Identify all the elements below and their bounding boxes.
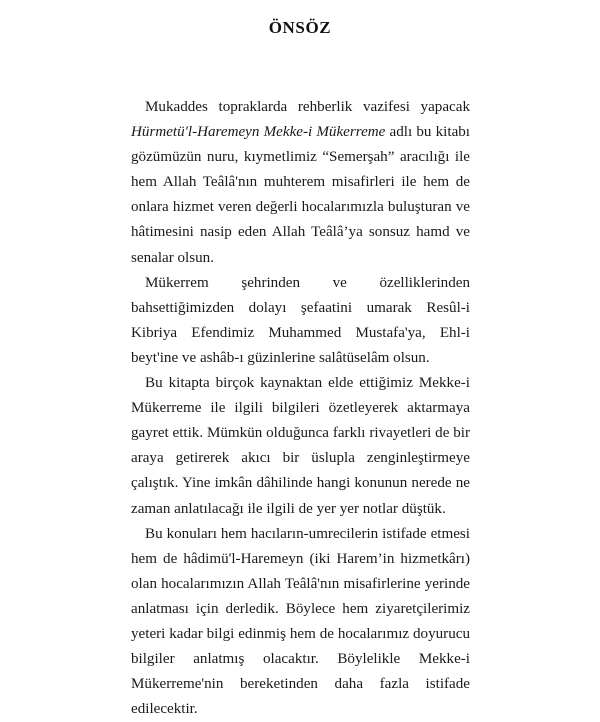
paragraph-4: Bu konuları hem hacıların-umrecilerin istifade etmesi hem de hâdimü'l-Haremeyn (iki Harem’in hizmetkârı) olan hocalarımızın Allah Teâlâ'nın misafirlerine yerinde anlatması için derledik. Böylece hem ziyaretçilerimiz yeteri kadar bilgi edinmiş hem de hocalarımız doyurucu bilgiler anlatmış olacaktır. Böylelikle Mekke-i Mükerreme'nin bereketinden daha fazla istifade edilecektir. <box>131 525 470 718</box>
paragraph-1-italic-title: Hürmetü'l-Haremeyn Mekke-i Mükerreme <box>131 124 386 141</box>
paragraph-1-part-1: Mukaddes topraklarda rehberlik vazifesi yapacak <box>145 99 470 115</box>
paragraph-1 <box>131 95 470 271</box>
document-body <box>131 95 470 722</box>
paragraph-1-part-2: adlı bu kitabı gözümüzün nuru, kıymetlimiz “Semerşah” aracılığı ile hem Allah Teâlâ'nın muhterem misafirleri ile hem de onlara hizmet veren değerli hocalarımızla buluşturan ve hâtimesini nasip eden Allah Teâlâ’ya sonsuz hamd ve senalar olsun. <box>131 124 471 266</box>
paragraph-3: Bu kitapta birçok kaynaktan elde ettiğimiz Mekke-i Mükerreme ile ilgili bilgileri özetleyerek aktarmaya gayret ettik. Mümkün olduğunca farklı rivayetleri de bir araya getirerek akıcı bir üslupla zenginleştirmeye çalıştık. Yine imkân dâhilinde hangi konunun nerede ne zaman anlatılacağı ile ilgili de yer yer notlar düştük. <box>131 375 470 517</box>
page-title: ÖNSÖZ <box>268 18 332 37</box>
paragraph-2: Mükerrem şehrinden ve özelliklerinden bahsettiğimizden dolayı şefaatini umarak Resûl-i Kibriya Efendimiz Muhammed Mustafa'ya, Ehl-i beyt'ine ve ashâb-ı güzinlerine salâtüselâm olsun. <box>131 274 470 366</box>
